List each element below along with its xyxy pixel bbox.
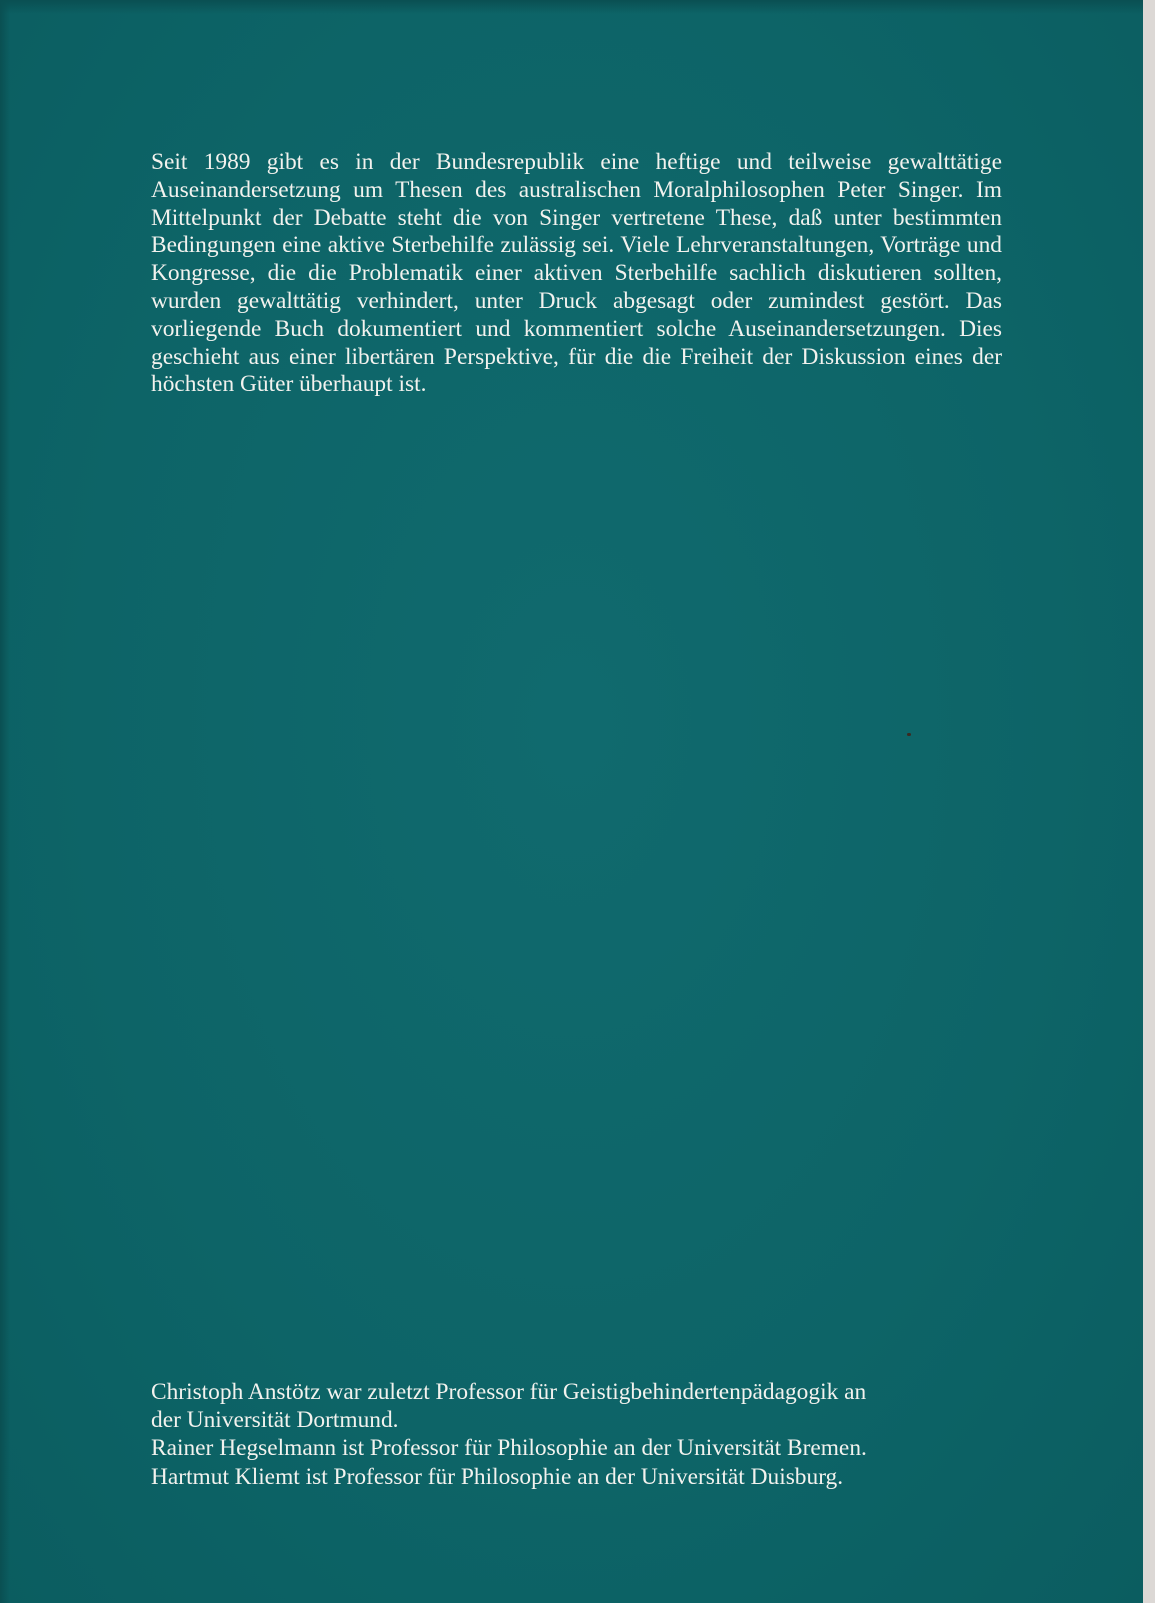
blurb-paragraph: Seit 1989 gibt es in der Bundesrepublik eine heftige und teilweise gewalttätige Auseinandersetzung um Thesen des australischen Moralphilosophen Peter Singer. Im Mittelpunkt der Debatte steht die von Singer vertretene These, daß unter bestimmten Bedingungen eine aktive Sterbehilfe zulässig sei. Viele Lehrveranstaltungen, Vorträge und Kongresse, die die Problematik einer aktiven Sterbehilfe sachlich diskutieren sollten, wurden gewalttätig verhindert, unter Druck abgesagt oder zumindest gestört. Das vorliegende Buch dokumentiert und kommentiert solche Auseinandersetzungen. Dies geschieht aus einer libertären Perspektive, für die die Freiheit der Diskussion eines der höchsten Güter überhaupt ist. xyxy=(151,149,1002,398)
author-note-line: Rainer Hegselmann ist Professor für Philosophie an der Universität Bremen. xyxy=(151,1435,867,1462)
author-note-line: der Universität Dortmund. xyxy=(151,1407,399,1434)
author-notes xyxy=(151,1378,1031,1491)
cover-top-edge xyxy=(0,0,1143,14)
author-note-line: Christoph Anstötz war zuletzt Professor für Geistigbehindertenpädagogik an xyxy=(151,1379,867,1405)
author-note-line: Hartmut Kliemt ist Professor für Philosophie an der Universität Duisburg. xyxy=(151,1463,844,1490)
page-background-strip xyxy=(1143,0,1155,1603)
print-speck xyxy=(907,733,911,736)
cover-left-edge xyxy=(0,0,10,1603)
